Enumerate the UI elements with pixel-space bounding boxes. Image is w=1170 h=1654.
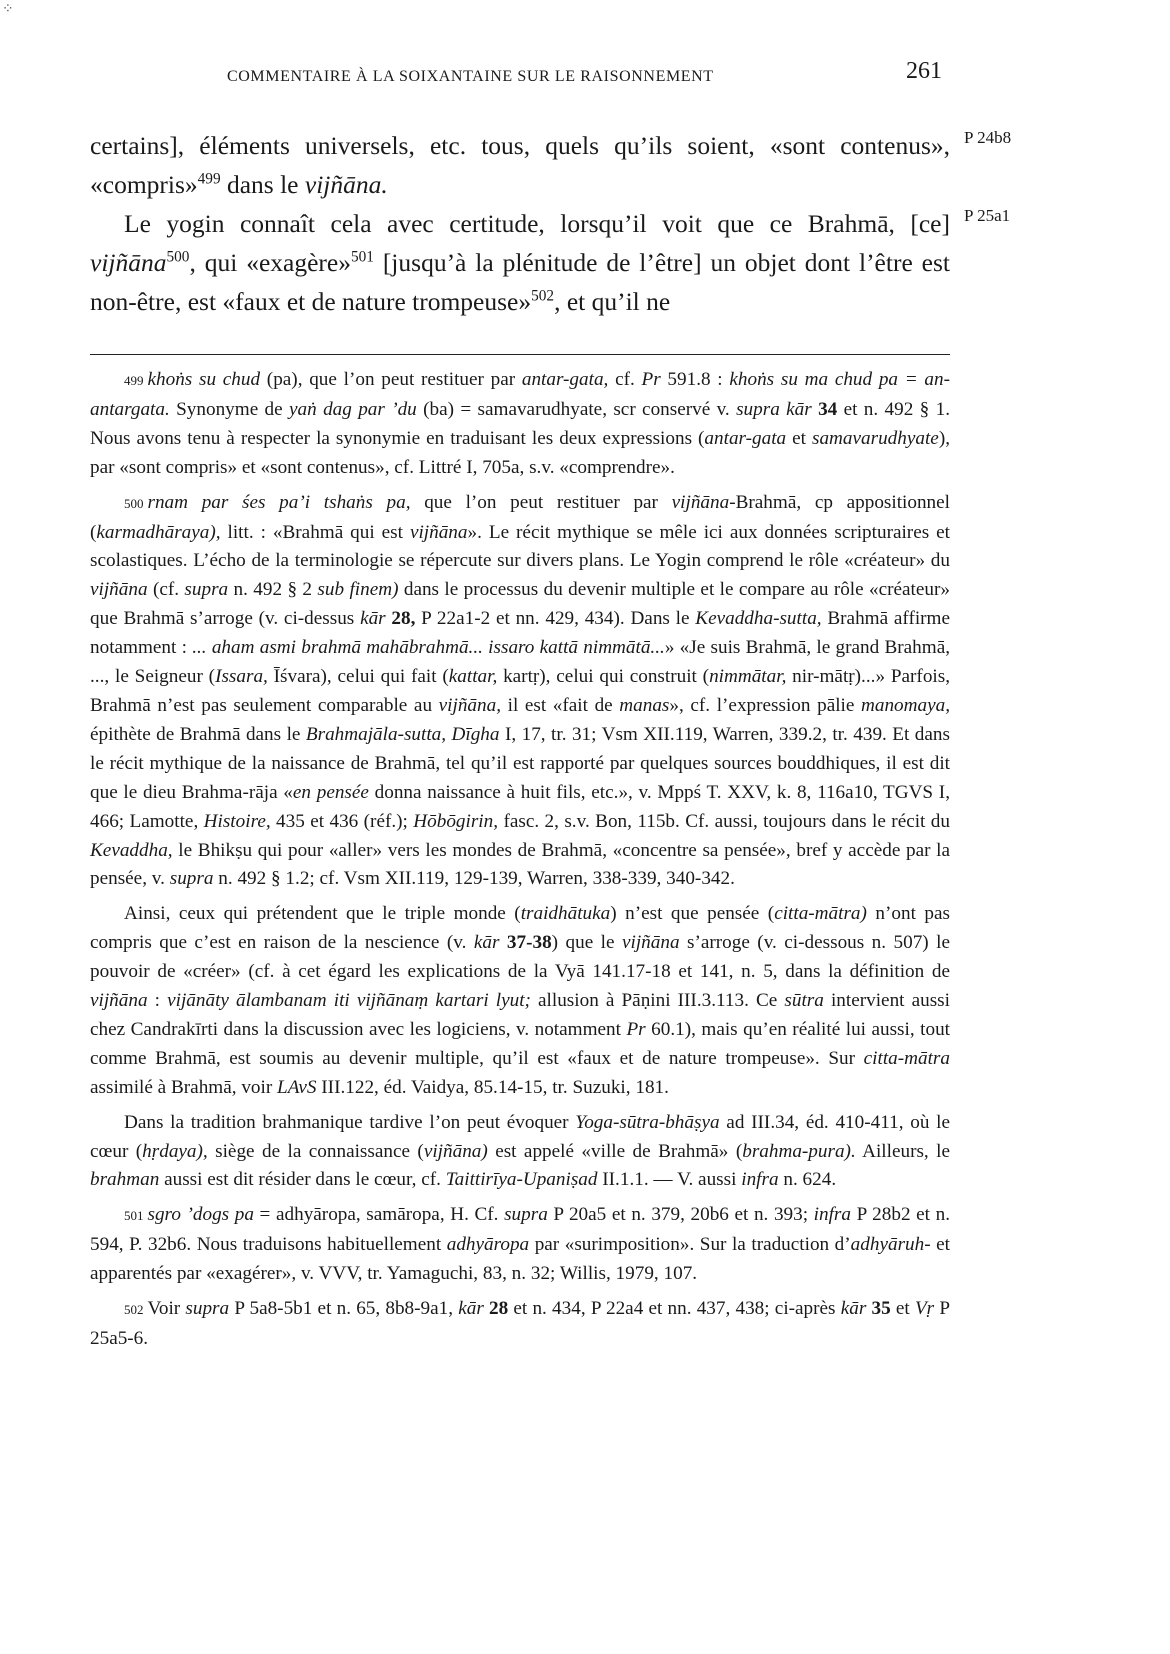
footnote-ref: 499 bbox=[197, 170, 221, 188]
footnote-ref: 502 bbox=[531, 287, 555, 305]
page-number: 261 bbox=[906, 58, 942, 84]
footnote-divider bbox=[90, 354, 950, 355]
footnote-500-continuation: Ainsi, ceux qui prétendent que le triple monde (traidhātuka) n’est que pensée (citta-mātra) n’ont pas compris que c’est en raison de la nescience (v. kār 37-38) que le vijñāna s’arroge (v. ci-dessous n. 507) le pouvoir de «créer» (cf. à cet égard les explications de la Vyā 141.17-18 et 141, n. 5, dans la définition de vijñāna : vijānāty ālambanam iti vijñānaṃ kartari lyut; allusion à Pāṇini III.3.113. Ce sūtra intervient aussi chez Candrakīrti dans la discussion avec les logiciens, v. notamment Pr 60.1), mais qu’en réalité lui aussi, tout comme Brahmā, est soumis au devenir multiple, qu’il est «faux et de nature trompeuse». Sur citta-mātra assimilé à Brahmā, voir LAvS III.122, éd. Vaidya, 85.14-15, tr. Suzuki, 181. bbox=[90, 903, 951, 1098]
footnote-ref: 500 bbox=[166, 248, 190, 266]
footnote-500: 500 rnam par śes pa’i tshaṅs pa, que l’on peut restituer par vijñāna-Brahmā, cp appositionnel (karmadhāraya), litt. : «Brahmā qui est vijñāna». Le récit mythique se mêle ici aux données scripturaires et scolastiques. L’écho de la terminologie se répercute sur divers plans. Le Yogin comprend le rôle «créateur» du vijñāna (cf. supra n. 492 § 2 sub finem) dans le processus du devenir multiple et le compare au rôle «créateur» que Brahmā s’arroge (v. ci-dessus kār 28, P 22a1-2 et nn. 429, 434). Dans le Kevaddha-sutta, Brahmā affirme notamment : ... aham asmi brahmā mahābrahmā... issaro kattā nimmātā...» «Je suis Brahmā, le grand Brahmā, ..., le Seigneur (Issara, Īśvara), celui qui fait (kattar, kartṛ), celui qui construit (nimmātar, nir-mātṛ)...» Parfois, Brahmā n’est pas seulement comparable au vijñāna, il est «fait de manas», cf. l’expression pālie manomaya, épithète de Brahmā dans le Brahmajāla-sutta, Dīgha I, 17, tr. 31; Vsm XII.119, Warren, 339.2, tr. 439. Et dans le récit mythique de la naissance de Brahmā, tel qu’il est rapporté par quelques sources bouddhiques, il est dit que le dieu Brahma-rāja «en pensée donna naissance à huit fils, etc.», v. Mppś T. XXV, k. 8, 116a10, TGVS I, 466; Lamotte, Histoire, 435 et 436 (réf.); Hōbōgirin, fasc. 2, s.v. Bon, 115b. Cf. aussi, toujours dans le récit du Kevaddha, le Bhikṣu qui pour «aller» vers les mondes de Brahmā, «concentre sa pensée», bref y accède par la pensée, v. supra n. 492 § 1.2; cf. Vsm XII.119, 129-139, Warren, 338-339, 340-342. bbox=[90, 491, 951, 890]
main-text bbox=[90, 126, 950, 321]
running-head: COMMENTAIRE À LA SOIXANTAINE SUR LE RAISONNEMENT bbox=[227, 68, 714, 85]
page-header bbox=[90, 58, 940, 98]
footnotes bbox=[90, 366, 950, 1360]
footnote-501: 501 sgro ’dogs pa = adhyāropa, samāropa, H. Cf. supra P 20a5 et n. 379, 20b6 et n. 393; infra P 28b2 et n. 594, P. 32b6. Nous traduisons habituellement adhyāropa par «surimposition». Sur la traduction d’adhyāruh- et apparentés par «exagérer», v. VVV, tr. Yamaguchi, 83, n. 32; Willis, 1979, 107. bbox=[90, 1204, 950, 1285]
main-paragraph: certains], éléments universels, etc. tous, quels qu’ils soient, «sont contenus», «compris»$^{499}$ dans le vijñāna. bbox=[90, 131, 950, 199]
footnote-500-continuation: Dans la tradition brahmanique tardive l’on peut évoquer Yoga-sūtra-bhāṣya ad III.34, éd. 410-411, où le cœur (hṛdaya), siège de la connaissance (vijñāna) est appelé «ville de Brahmā» (brahma-pura). Ailleurs, le brahman aussi est dit résider dans le cœur, cf. Taittirīya-Upaniṣad II.1.1. — V. aussi infra n. 624. bbox=[90, 1111, 950, 1191]
scan-artifact-icon: ⁘ bbox=[2, 2, 14, 17]
footnote-ref: 501 bbox=[350, 248, 374, 266]
footnote-499: 499 khoṅs su chud (pa), que l’on peut restituer par antar-gata, cf. Pr 591.8 : khoṅs su ma chud pa = an-antargata. Synonyme de yaṅ dag par ’du (ba) = samavarudhyate, scr conservé v. supra kār 34 et n. 492 § 1. Nous avons tenu à respecter la synonymie en traduisant les deux expressions (antar-gata et samavarudhyate), par «sont compris» et «sont contenus», cf. Littré I, 705a, s.v. «comprendre». bbox=[90, 369, 951, 478]
footnote-502: 502 Voir supra P 5a8-5b1 et n. 65, 8b8-9a1, kār 28 et n. 434, P 22a4 et nn. 437, 438; ci-après kār 35 et Vṛ P 25a5-6. bbox=[90, 1298, 950, 1349]
main-paragraph: Le yogin connaît cela avec certitude, lorsqu’il voit que ce Brahmā, [ce] vijñāna$^{500}$, qui «exagère»$^{501}$ [jusqu’à la plénitude de l’être] un objet dont l’être est non-être, est «faux et de nature trompeuse»$^{502}$, et qu’il ne bbox=[90, 209, 950, 316]
margin-reference: P 24b8 bbox=[964, 128, 1012, 147]
margin-reference: P 25a1 bbox=[964, 206, 1011, 225]
